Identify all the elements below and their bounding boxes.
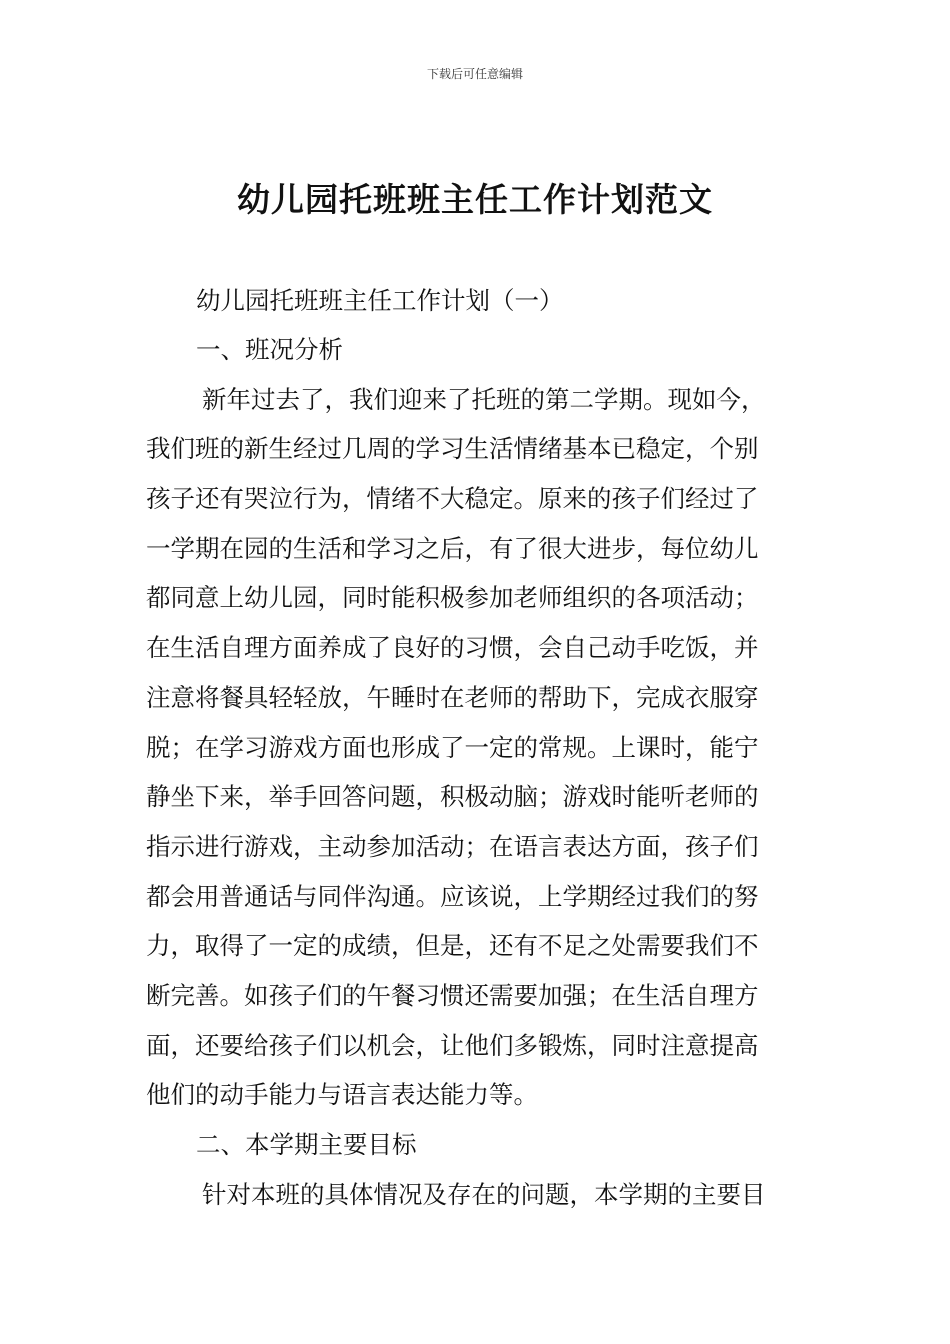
paragraph-line: 新年过去了，我们迎来了托班的第二学期。现如今， bbox=[202, 385, 766, 414]
paragraph-line: 我们班的新生经过几周的学习生活情绪基本已稳定，个别 bbox=[146, 434, 759, 463]
paragraph-line: 他们的动手能力与语言表达能力等。 bbox=[146, 1080, 538, 1109]
section-heading-1: 一、班况分析 bbox=[196, 335, 343, 364]
paragraph-line: 都会用普通话与同伴沟通。应该说，上学期经过我们的努 bbox=[146, 882, 759, 911]
paragraph-line: 面，还要给孩子们以机会，让他们多锻炼，同时注意提高 bbox=[146, 1031, 759, 1060]
paragraph-line: 脱；在学习游戏方面也形成了一定的常规。上课时，能宁 bbox=[146, 733, 759, 762]
header-note: 下载后可任意编辑 bbox=[426, 67, 523, 81]
paragraph-line: 一学期在园的生活和学习之后，有了很大进步，每位幼儿 bbox=[146, 534, 759, 563]
paragraph-line: 孩子还有哭泣行为，情绪不大稳定。原来的孩子们经过了 bbox=[146, 484, 759, 513]
paragraph-line: 在生活自理方面养成了良好的习惯，会自己动手吃饭，并 bbox=[146, 633, 759, 662]
paragraph-line: 断完善。如孩子们的午餐习惯还需要加强；在生活自理方 bbox=[146, 981, 759, 1010]
paragraph-line: 静坐下来，举手回答问题，积极动脑；游戏时能听老师的 bbox=[146, 782, 759, 811]
document-title: 幼儿园托班班主任工作计划范文 bbox=[237, 180, 713, 219]
paragraph-line: 力，取得了一定的成绩，但是，还有不足之处需要我们不 bbox=[146, 931, 759, 960]
paragraph-2-line: 针对本班的具体情况及存在的问题，本学期的主要目 bbox=[202, 1180, 766, 1209]
section-heading-2: 二、本学期主要目标 bbox=[196, 1130, 417, 1159]
plan-subtitle: 幼儿园托班班主任工作计划（一） bbox=[196, 286, 564, 315]
paragraph-line: 注意将餐具轻轻放，午睡时在老师的帮助下，完成衣服穿 bbox=[146, 683, 759, 712]
paragraph-line: 指示进行游戏，主动参加活动；在语言表达方面，孩子们 bbox=[146, 832, 759, 861]
paragraph-line: 都同意上幼儿园，同时能积极参加老师组织的各项活动； bbox=[146, 583, 759, 612]
